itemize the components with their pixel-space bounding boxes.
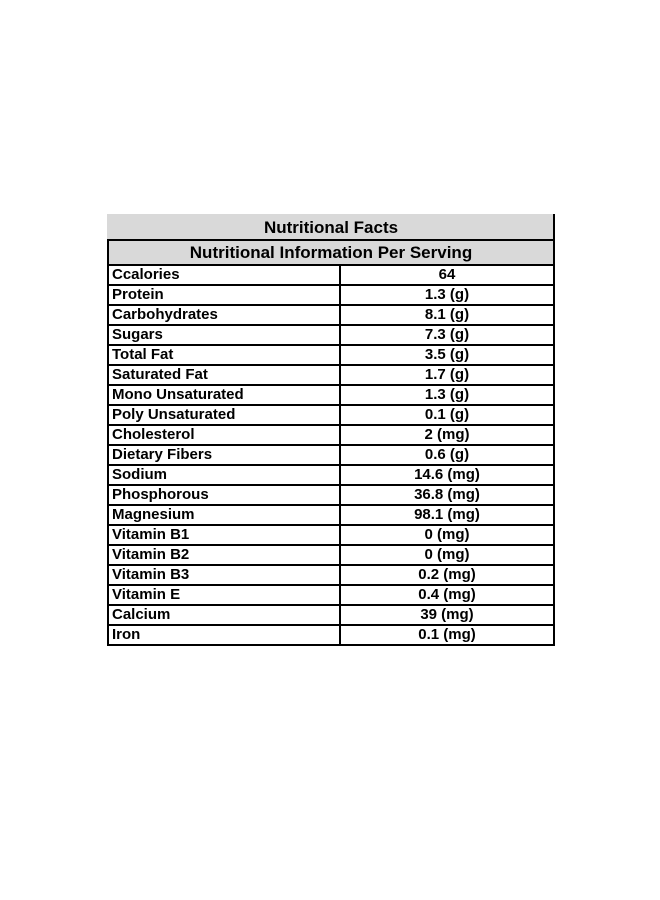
table-row xyxy=(108,505,554,525)
nutrient-name: Dietary Fibers xyxy=(108,445,340,465)
nutrient-name: Poly Unsaturated xyxy=(108,405,340,425)
nutrient-name: Vitamin E xyxy=(108,585,340,605)
table-row xyxy=(108,305,554,325)
nutrient-value: 98.1 (mg) xyxy=(340,505,554,525)
table-row xyxy=(108,265,554,285)
nutrient-name: Sodium xyxy=(108,465,340,485)
nutrient-value: 0.2 (mg) xyxy=(340,565,554,585)
nutrient-value: 1.7 (g) xyxy=(340,365,554,385)
nutrient-value: 0.1 (g) xyxy=(340,405,554,425)
table-row xyxy=(108,545,554,565)
nutrient-value: 7.3 (g) xyxy=(340,325,554,345)
nutrient-value: 36.8 (mg) xyxy=(340,485,554,505)
nutrient-name: Phosphorous xyxy=(108,485,340,505)
table-row xyxy=(108,285,554,305)
table-row xyxy=(108,525,554,545)
nutrient-value: 1.3 (g) xyxy=(340,285,554,305)
table-row xyxy=(108,405,554,425)
nutrient-name: Carbohydrates xyxy=(108,305,340,325)
table-row xyxy=(108,345,554,365)
table-title-row xyxy=(108,215,554,240)
nutrient-name: Vitamin B3 xyxy=(108,565,340,585)
nutrient-value: 0.1 (mg) xyxy=(340,625,554,645)
nutrient-value: 0 (mg) xyxy=(340,545,554,565)
nutrient-name: Ccalories xyxy=(108,265,340,285)
table-row xyxy=(108,625,554,645)
table-row xyxy=(108,445,554,465)
table-row xyxy=(108,325,554,345)
nutrient-name: Cholesterol xyxy=(108,425,340,445)
nutrient-name: Vitamin B1 xyxy=(108,525,340,545)
table-row xyxy=(108,565,554,585)
table-row xyxy=(108,485,554,505)
nutrient-name: Magnesium xyxy=(108,505,340,525)
nutrient-value: 14.6 (mg) xyxy=(340,465,554,485)
nutrient-value: 0.6 (g) xyxy=(340,445,554,465)
table-row xyxy=(108,585,554,605)
table-row xyxy=(108,605,554,625)
nutrient-name: Mono Unsaturated xyxy=(108,385,340,405)
nutrition-facts-table xyxy=(107,214,555,646)
nutrient-value: 2 (mg) xyxy=(340,425,554,445)
nutrient-name: Total Fat xyxy=(108,345,340,365)
nutrient-name: Vitamin B2 xyxy=(108,545,340,565)
table-row xyxy=(108,365,554,385)
nutrient-value: 0 (mg) xyxy=(340,525,554,545)
nutrient-name: Iron xyxy=(108,625,340,645)
table-row xyxy=(108,465,554,485)
nutrient-value: 8.1 (g) xyxy=(340,305,554,325)
nutrient-name: Calcium xyxy=(108,605,340,625)
nutrient-value: 3.5 (g) xyxy=(340,345,554,365)
table-title: Nutritional Facts xyxy=(108,215,554,240)
nutrient-name: Saturated Fat xyxy=(108,365,340,385)
nutrient-value: 1.3 (g) xyxy=(340,385,554,405)
nutrient-value: 0.4 (mg) xyxy=(340,585,554,605)
table-subtitle: Nutritional Information Per Serving xyxy=(108,240,554,265)
nutrient-name: Sugars xyxy=(108,325,340,345)
table-row xyxy=(108,425,554,445)
nutrient-value: 39 (mg) xyxy=(340,605,554,625)
table-subtitle-row xyxy=(108,240,554,265)
nutrient-name: Protein xyxy=(108,285,340,305)
nutrient-value: 64 xyxy=(340,265,554,285)
table-row xyxy=(108,385,554,405)
